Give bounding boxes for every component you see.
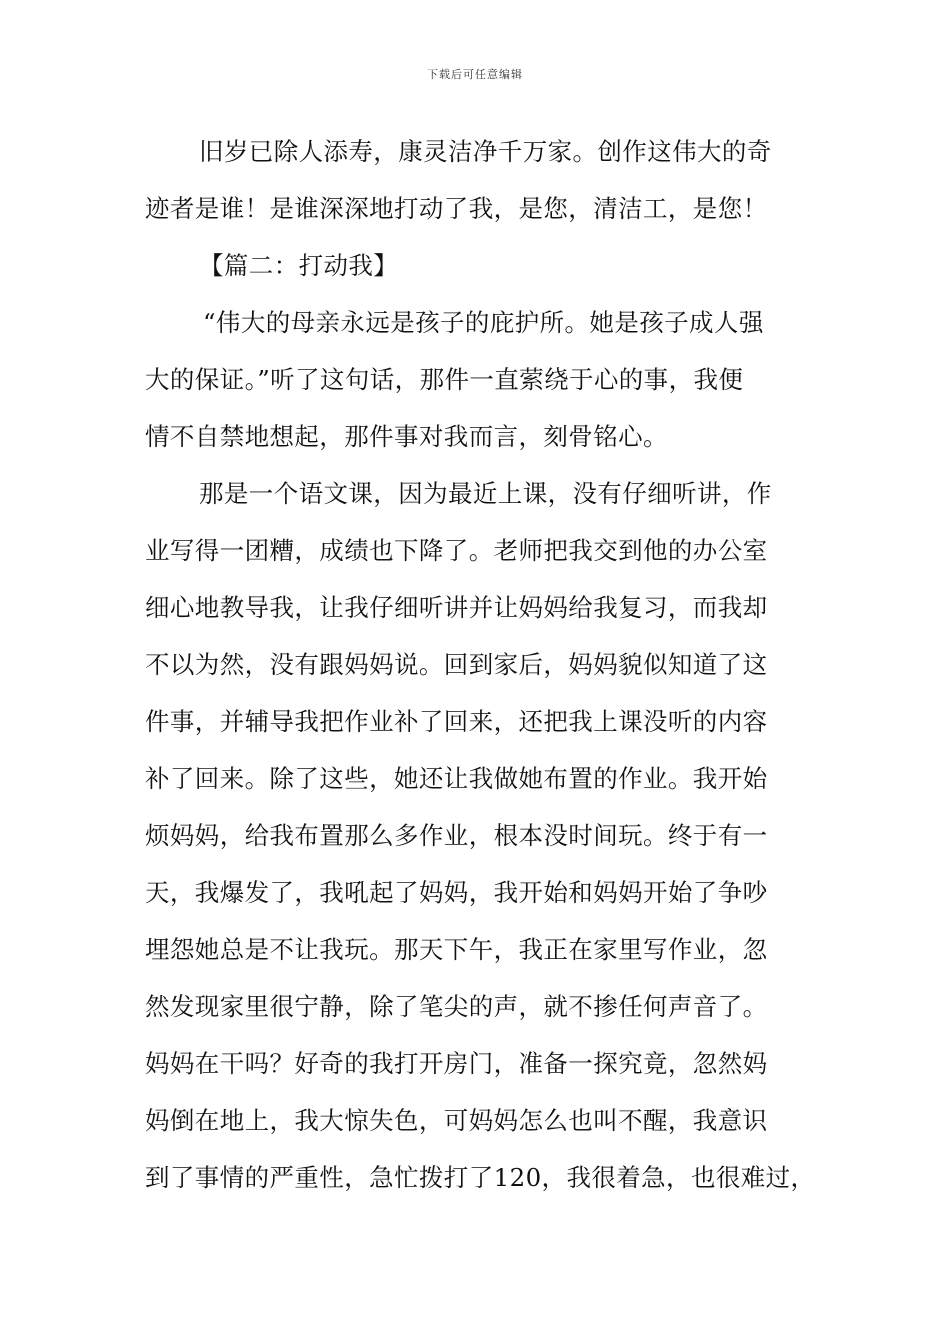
text-line-5: 大的保证。”听了这句话，那件一直萦绕于心的事，我便 [145, 365, 744, 394]
text-line-15: 埋怨她总是不让我玩。那天下午，我正在家里写作业，忽 [145, 935, 768, 964]
text-line-18: 妈倒在地上，我大惊失色，可妈妈怎么也叫不醒，我意识 [145, 1106, 768, 1135]
text-line-10: 不以为然，没有跟妈妈说。回到家后，妈妈貌似知道了这 [145, 650, 768, 679]
text-line-13: 烦妈妈，给我布置那么多作业，根本没时间玩。终于有一 [145, 821, 768, 850]
text-line-19: 到了事情的严重性，急忙拨打了120，我很着急，也很难过， [145, 1163, 816, 1192]
document-body [145, 128, 825, 1211]
section-heading: 【篇二：打动我】 [199, 251, 399, 280]
text-line-6: 情不自禁地想起，那件事对我而言，刻骨铭心。 [145, 422, 668, 451]
text-line-1: 旧岁已除人添寿，康灵洁净千万家。创作这伟大的奇 [199, 137, 772, 166]
text-line-4: “伟大的母亲永远是孩子的庇护所。她是孩子成人强 [203, 308, 764, 337]
text-line-8: 业写得一团糟，成绩也下降了。老师把我交到他的办公室 [145, 536, 768, 565]
page-header-note: 下载后可任意编辑 [427, 68, 523, 81]
text-line-16: 然发现家里很宁静，除了笔尖的声，就不掺任何声音了。 [145, 992, 768, 1021]
text-line-2: 迹者是谁！是谁深深地打动了我，是您，清洁工，是您！ [145, 194, 768, 223]
text-line-11: 件事，并辅导我把作业补了回来，还把我上课没听的内容 [145, 707, 768, 736]
text-line-12: 补了回来。除了这些，她还让我做她布置的作业。我开始 [145, 764, 768, 793]
text-line-7: 那是一个语文课，因为最近上课，没有仔细听讲，作 [199, 479, 772, 508]
text-line-9: 细心地教导我，让我仔细听讲并让妈妈给我复习，而我却 [145, 593, 768, 622]
text-line-17: 妈妈在干吗？好奇的我打开房门，准备一探究竟，忽然妈 [145, 1049, 768, 1078]
text-line-14: 天，我爆发了，我吼起了妈妈，我开始和妈妈开始了争吵 [145, 878, 768, 907]
